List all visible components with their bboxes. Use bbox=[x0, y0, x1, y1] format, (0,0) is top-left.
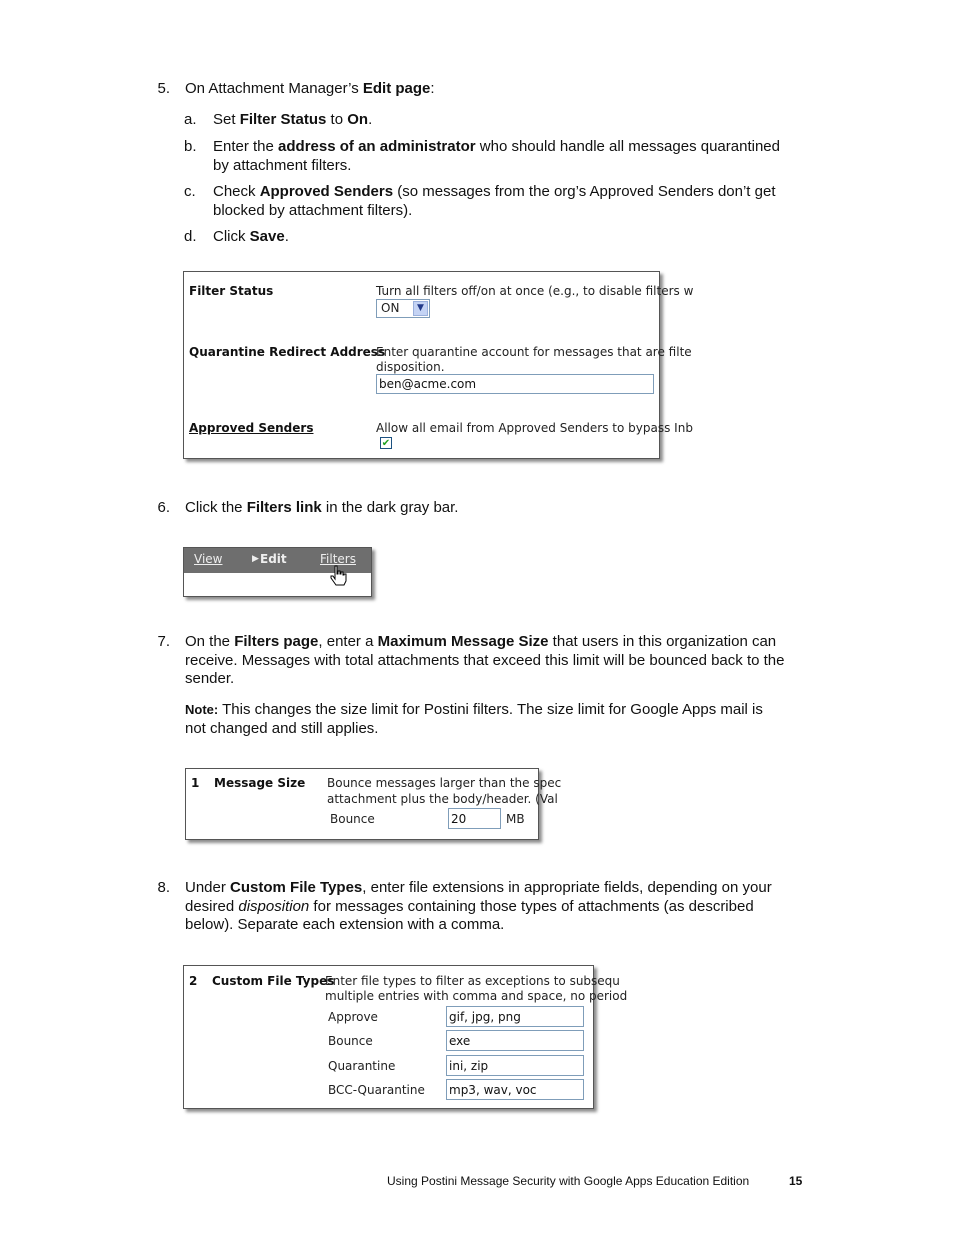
custom-file-types-description-2: multiple entries with comma and space, no period bbox=[325, 989, 628, 1003]
triangle-right-icon: ▶ bbox=[252, 554, 259, 564]
approve-label: Approve bbox=[328, 1010, 378, 1024]
step-5b-letter: b. bbox=[184, 138, 197, 155]
approve-input[interactable]: gif, jpg, png bbox=[446, 1006, 584, 1027]
custom-file-types-screenshot bbox=[183, 965, 628, 1109]
step-5c-letter: c. bbox=[184, 183, 196, 200]
message-size-label: Message Size bbox=[214, 776, 306, 790]
view-link[interactable]: View bbox=[194, 552, 223, 566]
redirect-address-input[interactable]: ben@acme.com bbox=[376, 374, 654, 394]
step-8-text: Under Custom File Types, enter file extensions in appropriate fields, depending on your desired disposition for messages containing those types of attachments (as described below). Separate each extension with a comma. bbox=[185, 879, 772, 933]
max-message-size-input[interactable]: 20 bbox=[448, 808, 501, 829]
step-6-text: Click the Filters link in the dark gray bar. bbox=[185, 499, 459, 516]
step-5-number: 5. bbox=[157, 80, 170, 97]
bounce-types-input[interactable]: exe bbox=[446, 1030, 584, 1051]
size-unit: MB bbox=[506, 812, 525, 826]
step-5d-text: Click Save. bbox=[213, 228, 289, 245]
step-7-note: Note: This changes the size limit for Postini filters. The size limit for Google Apps mail is not changed and still applies. bbox=[185, 701, 763, 737]
step-6-number: 6. bbox=[157, 499, 170, 516]
step-5d-letter: d. bbox=[184, 228, 197, 245]
redirect-address-description-1: Enter quarantine account for messages that are filte bbox=[376, 345, 692, 359]
message-size-screenshot bbox=[185, 768, 562, 840]
bounce-types-label: Bounce bbox=[328, 1034, 373, 1048]
redirect-address-description-2: disposition. bbox=[376, 360, 445, 374]
custom-file-types-label: Custom File Types bbox=[212, 974, 335, 988]
filter-status-select[interactable] bbox=[376, 299, 430, 318]
nav-bar-screenshot bbox=[183, 547, 372, 597]
attachment-manager-screenshot bbox=[183, 271, 694, 459]
bounce-label: Bounce bbox=[330, 812, 375, 826]
custom-file-types-description-1: Enter file types to filter as exceptions to subsequ bbox=[325, 974, 620, 988]
bcc-quarantine-label: BCC-Quarantine bbox=[328, 1083, 425, 1097]
quarantine-label: Quarantine bbox=[328, 1059, 396, 1073]
filter-status-description: Turn all filters off/on at once (e.g., to disable filters w bbox=[376, 284, 694, 298]
chevron-down-icon: ▼ bbox=[413, 301, 428, 316]
step-5-text: On Attachment Manager’s Edit page: bbox=[185, 80, 435, 97]
redirect-address-label: Quarantine Redirect Address bbox=[189, 345, 386, 359]
filter-status-value: ON bbox=[381, 301, 400, 315]
approved-senders-checkbox[interactable]: ✔ bbox=[381, 438, 391, 449]
approved-senders-description: Allow all email from Approved Senders to bypass Inb bbox=[376, 421, 693, 435]
filter-status-label: Filter Status bbox=[189, 284, 274, 298]
step-7-number: 7. bbox=[157, 633, 170, 650]
hand-cursor-icon bbox=[329, 565, 347, 587]
step-7-text: On the Filters page, enter a Maximum Message Size that users in this organization can receive. Messages with total attachments that exceed this limit will be bounced back to the sender. bbox=[185, 633, 785, 687]
message-size-description-2: attachment plus the body/header. (Val bbox=[327, 792, 558, 806]
bcc-quarantine-input[interactable]: mp3, wav, voc bbox=[446, 1079, 584, 1100]
step-5a-text: Set Filter Status to On. bbox=[213, 111, 373, 128]
edit-label: Edit bbox=[260, 552, 287, 566]
quarantine-input[interactable]: ini, zip bbox=[446, 1055, 584, 1076]
custom-file-types-number: 2 bbox=[189, 974, 198, 988]
step-5c-text: Check Approved Senders (so messages from the org’s Approved Senders don’t get blocked by attachment filters). bbox=[213, 183, 776, 219]
step-5a-letter: a. bbox=[184, 111, 197, 128]
message-size-number: 1 bbox=[191, 776, 200, 790]
page-number: 15 bbox=[789, 1174, 803, 1188]
step-8-number: 8. bbox=[157, 879, 170, 896]
approved-senders-link[interactable]: Approved Senders bbox=[189, 421, 314, 435]
step-5b-text: Enter the address of an administrator who should handle all messages quarantined by attachment filters. bbox=[213, 138, 780, 174]
footer-title: Using Postini Message Security with Google Apps Education Edition bbox=[387, 1174, 750, 1188]
message-size-description-1: Bounce messages larger than the spec bbox=[327, 776, 562, 790]
filters-link[interactable]: Filters bbox=[320, 552, 356, 566]
